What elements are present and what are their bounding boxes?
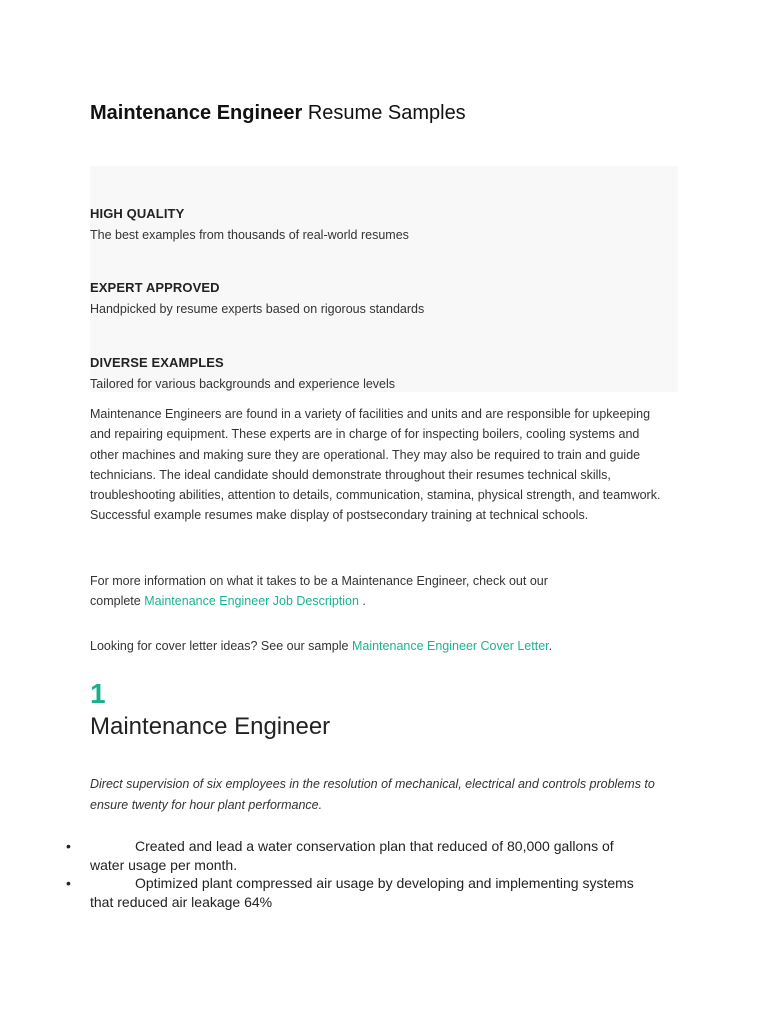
sample-summary: Direct supervision of six employees in the resolution of mechanical, electrical and controls problems to ensure twenty for hour plant performance. (90, 777, 655, 812)
feature-heading: HIGH QUALITY (90, 206, 185, 221)
list-item (66, 874, 680, 911)
feature-expert-approved (90, 280, 424, 317)
feature-diverse-examples (90, 355, 395, 392)
feature-heading: DIVERSE EXAMPLES (90, 355, 224, 370)
cover-letter-link[interactable]: Maintenance Engineer Cover Letter (351, 639, 549, 653)
sample-number: 1 (90, 678, 106, 709)
job-description-link[interactable]: Maintenance Engineer Job Description (144, 594, 359, 609)
more-info-paragraph (90, 571, 664, 612)
cover-letter-paragraph (90, 636, 664, 656)
page-title-bold: Maintenance Engineer (90, 102, 303, 124)
list-item (66, 837, 680, 874)
more-info-text-cont: complete (90, 594, 141, 609)
page-title-rest: Resume Samples (307, 102, 466, 124)
page-title (90, 102, 466, 125)
more-info-end: . (362, 594, 366, 609)
sample-bullets (66, 837, 680, 911)
bullet-icon: • (66, 838, 71, 854)
feature-description: Tailored for various backgrounds and experience levels (90, 377, 396, 391)
feature-heading: EXPERT APPROVED (90, 280, 220, 295)
bullet-text-cont: that reduced air leakage 64% (90, 893, 273, 910)
bullet-text: Optimized plant compressed air usage by developing and implementing systems (135, 875, 634, 891)
feature-description: Handpicked by resume experts based on rigorous standards (90, 302, 425, 316)
features-panel (90, 166, 678, 392)
more-info-text: For more information on what it takes to be a Maintenance Engineer, check out our (90, 574, 548, 588)
cover-letter-end: . (548, 639, 553, 653)
feature-high-quality (90, 206, 409, 243)
bullet-icon: • (66, 875, 71, 891)
feature-description: The best examples from thousands of real-world resumes (90, 228, 409, 242)
cover-letter-text: Looking for cover letter ideas? See our sample (90, 639, 349, 653)
bullet-text-cont: water usage per month. (90, 856, 238, 873)
sample-job-title: Maintenance Engineer (90, 713, 331, 740)
bullet-text: Created and lead a water conservation plan that reduced of 80,000 gallons of (135, 838, 614, 854)
intro-paragraph: Maintenance Engineers are found in a variety of facilities and units and are responsible for upkeeping and repairing equipment. These experts are in charge of for inspecting boilers, cooling systems and other machines and making sure they are operational. They may also be required to train and guide technicians. The ideal candidate should demonstrate throughout their resumes technical skills, troubleshooting abilities, attention to details, communication, stamina, physical strength, and teamwork. Successful example resumes make display of postsecondary training at technical schools. (90, 407, 661, 523)
